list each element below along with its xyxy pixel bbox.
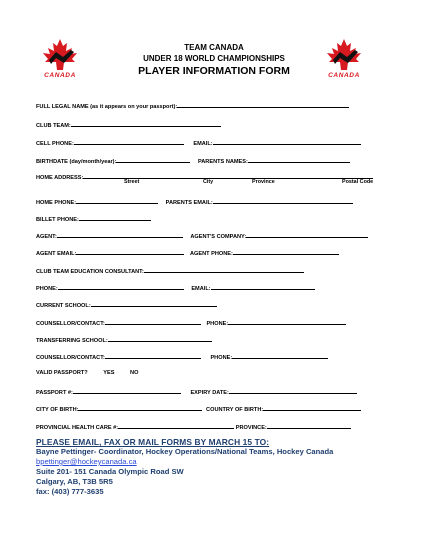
mailing-address-line2: Calgary, AB, T3B 5R5 <box>36 477 113 486</box>
label-cell-phone: CELL PHONE: <box>36 141 74 147</box>
row-birthdate-parents <box>36 156 350 166</box>
label-parents-email: PARENTS EMAIL: <box>165 200 213 206</box>
label-agent: AGENT: <box>36 234 57 240</box>
sublabel-postal-code: Postal Code <box>342 179 374 185</box>
label-club-consultant: CLUB TEAM EDUCATION CONSULTANT: <box>36 269 144 275</box>
input-expiry-date[interactable] <box>229 387 357 394</box>
label-expiry-date: EXPIRY DATE: <box>190 390 229 396</box>
label-phone-3: PHONE: <box>210 355 233 361</box>
input-club-consultant[interactable] <box>144 266 304 273</box>
sublabel-street: Street <box>124 179 140 185</box>
label-birthdate: BIRTHDATE (day/month/year): <box>36 159 117 165</box>
input-parents-names[interactable] <box>248 156 350 163</box>
input-phone-3[interactable] <box>232 352 328 359</box>
logo-wordmark: CANADA <box>44 72 76 79</box>
label-agent-email: AGENT EMAIL: <box>36 251 77 257</box>
label-club-team: CLUB TEAM: <box>36 123 71 129</box>
row-agent <box>36 231 368 241</box>
input-passport-number[interactable] <box>73 387 181 394</box>
input-country-of-birth[interactable] <box>263 404 361 411</box>
input-agents-company[interactable] <box>246 231 368 238</box>
header-form-title: PLAYER INFORMATION FORM <box>138 65 290 77</box>
input-agent-email[interactable] <box>76 248 184 255</box>
label-phone: PHONE: <box>36 286 58 292</box>
row-club-team <box>36 120 221 130</box>
input-agent[interactable] <box>57 231 183 238</box>
input-phone[interactable] <box>58 283 184 290</box>
input-club-team[interactable] <box>71 120 221 127</box>
input-current-school[interactable] <box>91 300 217 307</box>
contact-role: - Coordinator, Hockey Operations/National Teams, Hockey Canada <box>93 447 334 456</box>
row-club-consultant <box>36 266 304 276</box>
input-counsellor[interactable] <box>105 318 201 325</box>
input-phone-2[interactable] <box>228 318 346 325</box>
row-counsellor-2 <box>36 352 328 362</box>
label-home-address: HOME ADDRESS: <box>36 175 84 181</box>
label-email: EMAIL: <box>193 141 213 147</box>
option-no[interactable]: NO <box>130 370 139 376</box>
input-cell-phone[interactable] <box>74 138 184 145</box>
input-home-address[interactable] <box>83 172 373 179</box>
contact-line <box>36 447 333 457</box>
label-counsellor-2: COUNSELLOR/CONTACT: <box>36 355 105 361</box>
row-birth-place <box>36 404 361 414</box>
label-country-of-birth: COUNTRY OF BIRTH: <box>206 407 264 413</box>
input-email[interactable] <box>213 138 361 145</box>
label-transferring-school: TRANSFERRING SCHOOL: <box>36 338 108 344</box>
label-current-school: CURRENT SCHOOL: <box>36 303 91 309</box>
input-city-of-birth[interactable] <box>78 404 202 411</box>
row-consultant-phone-email <box>36 283 315 293</box>
input-email-2[interactable] <box>211 283 315 290</box>
label-valid-passport: VALID PASSPORT? <box>36 370 88 376</box>
label-health-card: PROVINCIAL HEALTH CARE #: <box>36 425 119 431</box>
label-billet-phone: BILLET PHONE: <box>36 217 79 223</box>
row-counsellor <box>36 318 346 328</box>
input-transferring-school[interactable] <box>108 335 212 342</box>
input-health-card[interactable] <box>118 422 234 429</box>
input-home-phone[interactable] <box>76 197 158 204</box>
header-team: TEAM CANADA <box>184 43 244 52</box>
row-health-card <box>36 422 351 432</box>
row-passport <box>36 387 357 397</box>
input-parents-email[interactable] <box>213 197 353 204</box>
row-home-phone <box>36 197 353 207</box>
input-birthdate[interactable] <box>116 156 190 163</box>
label-email-2: EMAIL: <box>191 286 211 292</box>
option-yes[interactable]: YES <box>103 370 115 376</box>
row-billet-phone <box>36 214 151 224</box>
label-phone-2: PHONE: <box>206 321 229 327</box>
sublabel-province: Province <box>252 179 275 185</box>
submission-instructions <box>36 437 333 497</box>
input-full-name[interactable] <box>177 101 349 108</box>
label-home-phone: HOME PHONE: <box>36 200 77 206</box>
row-current-school <box>36 300 217 310</box>
input-province[interactable] <box>267 422 351 429</box>
row-full-name <box>36 101 349 111</box>
label-province: PROVINCE: <box>235 425 267 431</box>
label-agent-phone: AGENT PHONE: <box>189 251 233 257</box>
row-transferring-school <box>36 335 212 345</box>
label-full-name: FULL LEGAL NAME (as it appears on your passport): <box>36 104 178 110</box>
fax-number: fax: (403) 777-3635 <box>36 487 104 496</box>
row-cell-email <box>36 138 361 148</box>
logo-wordmark: CANADA <box>328 72 360 79</box>
row-agent-email <box>36 248 339 258</box>
contact-name: Bayne Pettinger <box>36 447 94 456</box>
input-counsellor-2[interactable] <box>105 352 201 359</box>
submission-deadline: PLEASE EMAIL, FAX OR MAIL FORMS BY MARCH 15 TO: <box>36 437 270 447</box>
label-counsellor: COUNSELLOR/CONTACT: <box>36 321 105 327</box>
label-agents-company: AGENT'S COMPANY: <box>190 234 247 240</box>
label-city-of-birth: CITY OF BIRTH: <box>36 407 79 413</box>
mailing-address-line1: Suite 201- 151 Canada Olympic Road SW <box>36 467 184 476</box>
contact-email-link[interactable]: bpettinger@hockeycanada.ca <box>36 457 137 466</box>
input-billet-phone[interactable] <box>79 214 151 221</box>
form-header <box>0 42 428 78</box>
header-championship: UNDER 18 WORLD CHAMPIONSHIPS <box>143 54 285 63</box>
label-passport-number: PASSPORT #: <box>36 390 73 396</box>
label-parents-names: PARENTS NAMES: <box>197 159 248 165</box>
row-valid-passport <box>36 369 138 377</box>
input-agent-phone[interactable] <box>233 248 339 255</box>
sublabel-city: City <box>203 179 214 185</box>
